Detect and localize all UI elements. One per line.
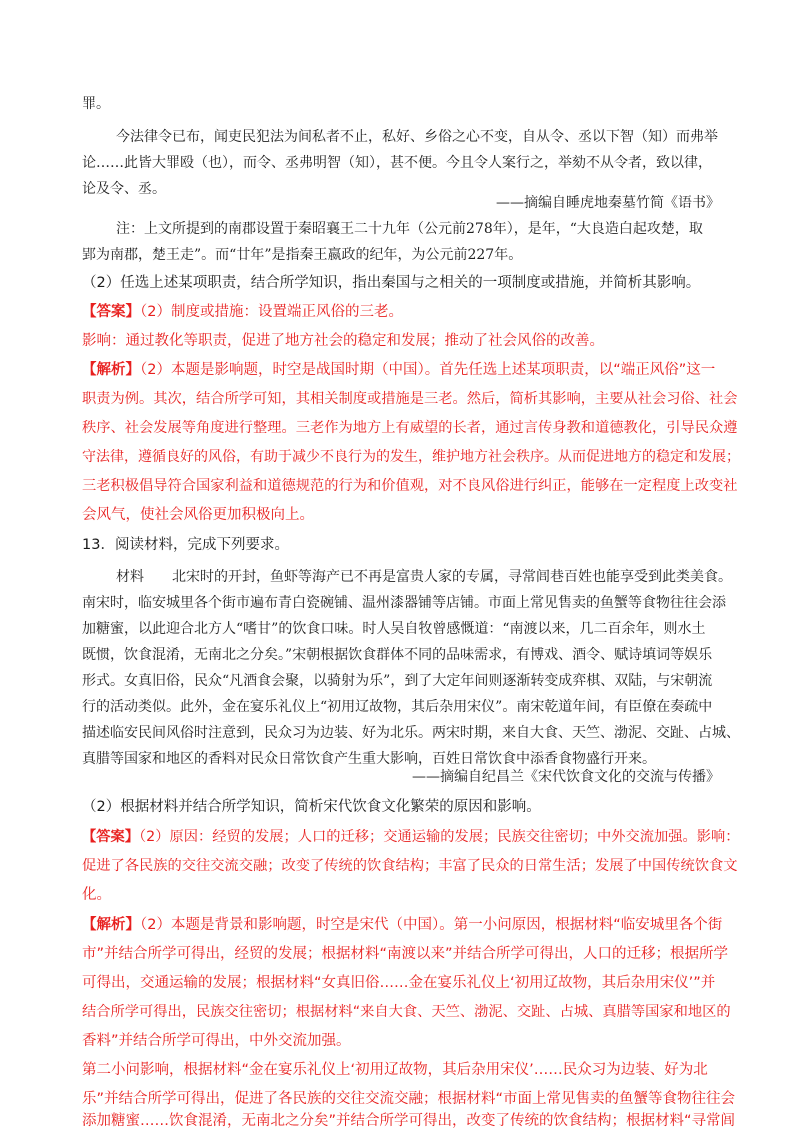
source-citation: ——摘编自睡虎地秦墓竹简《语书》: [496, 195, 720, 211]
analysis-line: 第二小问影响，根据材料“金在宴乐礼仪上‘初用辽故物，其后杂用宋仪’……民众习为边装、好为北: [82, 1062, 708, 1078]
analysis-line: 市”并结合所学可得出，经贸的发展；根据材料“南渡以来”并结合所学可得出，人口的迁移；根据所学: [82, 946, 729, 962]
source-text-line: 论及令、丞。: [82, 181, 166, 197]
answer-text: （2）制度或措施：设置端正风俗的三老。: [140, 304, 403, 320]
source-note-line: 郢为南郡，楚王走”。而“廿年”是指秦王嬴政的纪年，为公元前227年。: [82, 247, 523, 263]
analysis-line: [82, 918, 722, 933]
question-12-part-2: （2）任选上述某项职责，结合所学知识，指出秦国与之相关的一项制度或措施，并简析其影响。: [82, 275, 701, 291]
analysis-line: 可得出，交通运输的发展；根据材料“女真旧俗……金在宴乐礼仪上‘初用辽故物，其后杂用宋仪’”并: [82, 975, 716, 991]
analysis-text: （2）本题是影响题，时空是战国时期（中国）。首先任选上述某项职责，以“端正风俗”这一: [140, 362, 716, 378]
analysis-tag: 【解析】: [82, 917, 140, 933]
analysis-line: 结合所学可得出，民族交往密切；根据材料“来自大食、天竺、渤泥、交趾、占城、真腊等国家和地区的: [82, 1004, 731, 1020]
source-text-line: 罪。: [82, 96, 110, 112]
material-citation: ——摘编自纪昌兰《宋代饮食文化的交流与传播》: [412, 769, 720, 785]
analysis-line: 添加糖蜜……饮食混淆，无南北之分矣”并结合所学可得出，改变了传统的饮食结构；根据材料“寻常闾: [82, 1113, 736, 1129]
answer-tag: 【答案】: [82, 829, 140, 845]
analysis-line: 秩序、社会发展等角度进行整理。三老作为地方上有威望的长者，通过言传身教和道德教化，引导民众遵: [82, 420, 738, 436]
material-line: 既惯，饮食混淆，无南北之分矣。”宋朝根据饮食群体不同的品味需求，有博戏、酒令、赋诗填词等娱乐: [82, 647, 713, 663]
analysis-line: 会风气，使社会风俗更加积极向上。: [82, 507, 314, 523]
answer-line: [82, 830, 739, 844]
answer-line: [82, 305, 403, 320]
material-line: 材料 北宋时的开封，鱼虾等海产已不再是富贵人家的专属，寻常闾巷百姓也能享受到此类美食。: [116, 569, 732, 585]
analysis-text: （2）本题是背景和影响题，时空是宋代（中国）。第一小问原因，根据材料“临安城里各个街: [140, 917, 723, 933]
material-line: 南宋时，临安城里各个街市遍布青白瓷碗铺、温州漆器铺等店铺。市面上常见售卖的鱼蟹等食物往往会添: [82, 595, 726, 611]
source-note-line: 注：上文所提到的南郡设置于秦昭襄王二十九年（公元前278年），是年，“大良造白起攻楚，取: [116, 221, 703, 237]
analysis-line: 职责为例。其次，结合所学可知，其相关制度或措施是三老。然后，简析其影响，主要从社会习俗、社会: [82, 391, 738, 407]
answer-line: 影响：通过教化等职责，促进了地方社会的稳定和发展；推动了社会风俗的改善。: [82, 333, 604, 349]
material-line: 形式。女真旧俗，民众“凡酒食会聚，以骑射为乐”，到了大定年间则逐渐转变成弈棋、双陆，与宋朝流: [82, 673, 713, 689]
analysis-tag: 【解析】: [82, 362, 140, 378]
answer-line: 化。: [82, 887, 111, 903]
material-line: 真腊等国家和地区的香料对民众日常饮食产生重大影响，百姓日常饮食中添香食物盛行开来。: [82, 751, 656, 767]
question-13-part-2: （2）根据材料并结合所学知识，简析宋代饮食文化繁荣的原因和影响。: [82, 799, 541, 815]
analysis-line: 乐”并结合所学可得出，促进了各民族的交往交流交融；根据材料“市面上常见售卖的鱼蟹等食物往往会: [82, 1091, 736, 1107]
material-line: 行的活动类似。此外，金在宴乐礼仪上“初用辽故物，其后杂用宋仪”。南宋乾道年间，有臣僚在奏疏中: [82, 699, 713, 715]
analysis-line: 香料”并结合所学可得出，中外交流加强。: [82, 1033, 351, 1049]
answer-tag: 【答案】: [82, 304, 140, 320]
material-line: 描述临安民间风俗时注意到，民众习为边装、好为北乐。两宋时期，来自大食、天竺、渤泥、交趾、占城、: [82, 725, 740, 741]
answer-text: （2）原因：经贸的发展；人口的迁移；交通运输的发展；民族交往密切；中外交流加强。影响：: [139, 829, 740, 845]
material-line: 加糖蜜，以此迎合北方人“嗜甘”的饮食口味。时人吴自牧曾感慨道：“南渡以来，几二百余年，则水土: [82, 621, 706, 637]
answer-line: 促进了各民族的交往交流交融；改变了传统的饮食结构；丰富了民众的日常生活；发展了中国传统饮食文: [82, 858, 738, 874]
question-13-title: 13．阅读材料，完成下列要求。: [82, 537, 289, 553]
analysis-line: 三老积极倡导符合国家利益和道德规范的行为和价值观，对不良风俗进行纠正，能够在一定程度上改变社: [82, 478, 738, 494]
analysis-line: 守法律，遵循良好的风俗，有助于减少不良行为的发生，维护地方社会秩序。从而促进地方的稳定和发展；: [82, 449, 740, 465]
source-text-line: 论……此皆大罪殴（也），而令、丞弗明智（知），甚不便。今且令人案行之，举劾不从令者，致以律，: [82, 155, 712, 171]
analysis-line: [82, 363, 715, 378]
source-text-line: 今法律令已布，闻吏民犯法为间私者不止，私好、乡俗之心不变，自从令、丞以下智（知）而弗举: [116, 129, 718, 145]
